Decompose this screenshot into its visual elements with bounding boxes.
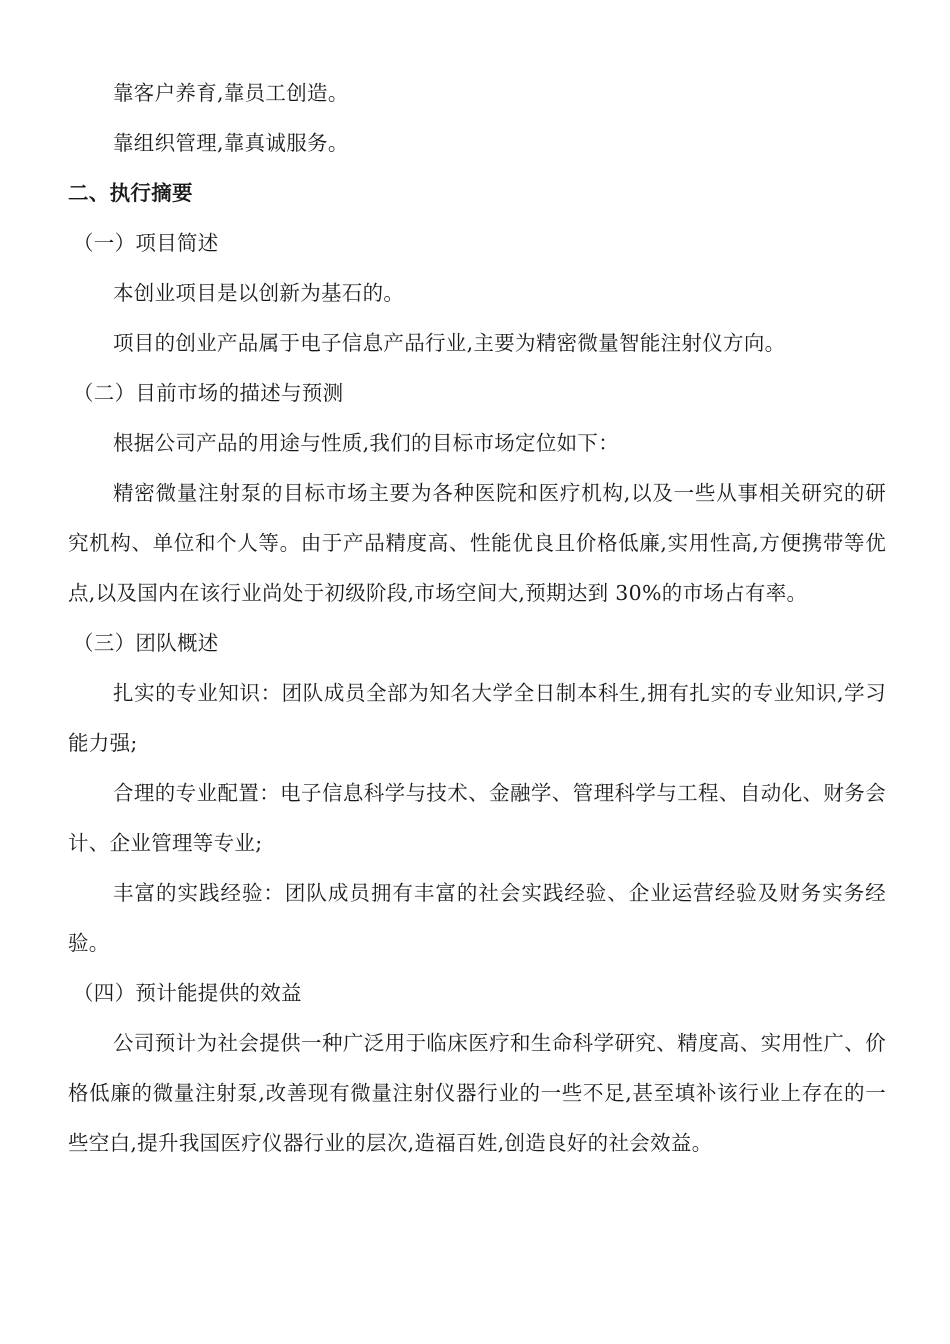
- paragraph-team-1: 扎实的专业知识：团队成员全部为知名大学全日制本科生,拥有扎实的专业知识,学习能力强;: [68, 681, 886, 755]
- motto-line-1: 靠客户养育,靠员工创造。: [113, 81, 349, 105]
- subheading-team: （三）团队概述: [73, 631, 219, 655]
- paragraph-market-1: 根据公司产品的用途与性质,我们的目标市场定位如下：: [113, 431, 620, 455]
- paragraph-project-1: 本创业项目是以创新为基石的。: [113, 281, 405, 305]
- paragraph-team-3: 丰富的实践经验：团队成员拥有丰富的社会实践经验、企业运营经验及财务实务经验。: [68, 881, 886, 955]
- subheading-benefits: （四）预计能提供的效益: [73, 981, 302, 1005]
- motto-line-2: 靠组织管理,靠真诚服务。: [113, 131, 349, 155]
- paragraph-market-2: 精密微量注射泵的目标市场主要为各种医院和医疗机构,以及一些从事相关研究的研究机构、单位和个人等。由于产品精度高、性能优良且价格低廉,实用性高,方便携带等优点,以及国内在该行业尚处于初级阶段,市场空间大,预期达到 30%的市场占有率。: [68, 481, 886, 605]
- subheading-project-overview: （一）项目简述: [73, 231, 219, 255]
- document-page: [68, 68, 886, 1168]
- paragraph-team-2: 合理的专业配置：电子信息科学与技术、金融学、管理科学与工程、自动化、财务会计、企业管理等专业;: [68, 781, 886, 855]
- section-heading-executive-summary: 二、执行摘要: [68, 181, 193, 205]
- paragraph-project-2: 项目的创业产品属于电子信息产品行业,主要为精密微量智能注射仪方向。: [113, 331, 786, 355]
- subheading-market: （二）目前市场的描述与预测: [73, 381, 344, 405]
- paragraph-benefit-1: 公司预计为社会提供一种广泛用于临床医疗和生命科学研究、精度高、实用性广、价格低廉的微量注射泵,改善现有微量注射仪器行业的一些不足,甚至填补该行业上存在的一些空白,提升我国医疗仪器行业的层次,造福百姓,创造良好的社会效益。: [68, 1031, 886, 1155]
